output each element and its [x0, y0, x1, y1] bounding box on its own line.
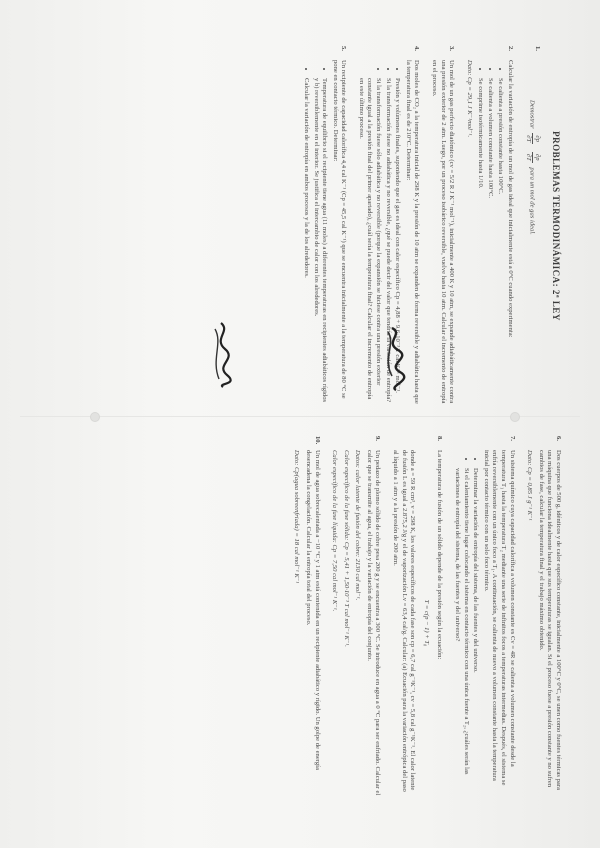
list-item: • Determinar la variación de entropía del sistema, de las fuentes y del universo. [471, 468, 480, 796]
problem-number: 9. [374, 436, 382, 441]
problem-number: 4. [413, 46, 421, 51]
equation [523, 100, 541, 406]
problem-3 [429, 46, 455, 406]
problem-data: Calor específico de la fase sólida: Cp = 5,41 + 1,50·10⁻³ T cal mol⁻¹ K⁻¹. [342, 450, 350, 647]
problem-data: Dato: Cp(agua sobreenfriada) = 18 cal mol⁻¹ K⁻¹ [293, 450, 301, 584]
list-item: • Temperatura de equilibrio si el recipiente tiene agua (11 moles) a diferentes temperaturas en recipientes adiabáticos rígidos y b) reversiblemente en el interior. Se justifica el intercambio de calor con los alrededores. [311, 78, 328, 406]
page-fold [20, 416, 580, 417]
rotated-sheet [20, 24, 580, 824]
problem-text: Un mol de agua sobrecalentada a −10 °C y 1 atm está contenida en un recipiente adiabático y rígido. Un golpe de energía desencadena la congelación. Calcular la entropía total del proceso. [304, 450, 321, 770]
list-item: • Si la transformación fuese sólo adiabática y no reversible (porque la expansión se hiciese contra una presión exterior constante igual a la presión final del primer apartado), ¿cuál sería la temperatura final? Calcular el incremento de entropía en este último proceso. [356, 78, 382, 406]
problem-9 [330, 436, 382, 796]
problem-list [301, 60, 328, 406]
fraction [523, 133, 541, 144]
problem-text: Un mol de un gas perfecto diatómico (cv = 5/2 R J K⁻¹ mol⁻¹), inicialmente a 400 K y 10 atm, se expande adiabáticamente contra una presión exterior de 2 atm. Luego, por un proceso isobárico reversible, vuelve hasta 10 atm. Calcular el incremento de entropía en el proceso. [431, 60, 456, 404]
list-item: • Se calienta a volumen constante hasta 100°C. [485, 78, 494, 406]
list-item: • Se comprime isotérmicamente hasta 1/10. [476, 78, 485, 406]
list-item: • Se calienta a presión constante hasta 100°C. [495, 78, 504, 406]
problem-data: Calor específico de la fase líquida: Cp = 7,50 cal mol⁻¹ K⁻¹. [331, 450, 339, 612]
problem-data: Datos: calor latente de fusión del cobre: 2130 cal mol⁻¹. [354, 450, 362, 601]
problem-5 [301, 46, 347, 406]
problem-number: 10. [313, 436, 321, 445]
list-item: • Presión y volúmenes finales, suponiendo que el gas es ideal con calor específico Cp = 4,88 + 9,6·10⁻³ T cal K⁻¹ mol⁻¹. [393, 78, 402, 406]
problem-number: 8. [436, 436, 444, 441]
problem-text: Un sistema químico cuya capacidad calorífica a volumen constante es Cv = 4R se calienta a volumen constante desde la temperatura T₁ hasta la temperatura T₂ mediante una serie de infinitos focos a temperaturas intermedias. Después, el sistema se enfría reversiblemente con un único foco a T₁. A continuación, se calienta de nuevo a volumen constante hasta la temperatura inicial por contacto térmico con un solo foco térmico. [482, 450, 516, 786]
fraction-denominator: ∂T [524, 153, 532, 161]
problem-text: Demostrar [528, 100, 536, 129]
problem-text: Un recipiente de capacidad calorífica 4,4 cal K⁻¹ (Cp = 45,5 cal K⁻¹) que se encuentra inicialmente a la temperatura de 80 °C se pone en contacto térmico. Determinar: [331, 60, 348, 399]
fraction-numerator: ∂p [532, 152, 542, 163]
problem-10 [292, 436, 321, 796]
problem-text: Dos moles de CO₂ a la temperatura inicial de 298 K y la presión de 10 atm se expanden de forma reversible y adiabática hasta que la temperatura final es de 210°C. Determinar: [404, 60, 421, 404]
equation: T = c(p − 1) + T₀ [422, 599, 430, 647]
fraction-numerator: ∂p [532, 133, 542, 144]
fraction-denominator: ∂T [524, 135, 532, 143]
problem-data: Dato: Cp = 0,85 J g⁻¹ K⁻¹ [526, 450, 534, 521]
fraction [523, 152, 541, 163]
handwritten-scribble [380, 324, 410, 394]
problem-data: Dato: Cp = 29,1 J K⁻¹mol⁻¹. [465, 60, 473, 138]
list-item: • Si la transformación fuese no adiabática y no reversible, ¿qué se puede decir del valor que tendría la variación de entropía? [383, 78, 392, 406]
problem-number: 6. [555, 436, 562, 441]
problem-text: Calcular la variación de entropía de un mol de gas ideal que inicialmente está a 0°C cuando experimenta: [507, 60, 515, 338]
left-column [42, 46, 562, 406]
problem-1 [523, 46, 541, 406]
problem-list [476, 60, 504, 406]
problem-number: 1. [534, 46, 542, 51]
problem-7 [452, 436, 515, 796]
handwritten-scribble [209, 319, 235, 389]
problem-number: 2. [507, 46, 515, 51]
list-item: • Calcular la variación de entropía en ambos procesos y la de los alrededores. [301, 78, 310, 406]
problem-8 [391, 436, 444, 796]
problem-text: donde a = 59 R cm³, v = 298 K, los valores específicos de cada fase son cp = 6,7 cal g⁻¹K⁻¹, cv = 5,8 cal g⁻¹K⁻¹. El calor latente de fusión L es igual a 2.875,2 J/g y el de vaporización Lv = 63,4 cal/g. Calcular: (a) Ecuación para la variación entrópica del paso al líquido a 1 atm y a la presión de 200 atm. [392, 450, 417, 792]
problem-list [452, 450, 479, 796]
list-item: • Si el calentamiento tiene lugar colocando el sistema en contacto térmico con una única fuente a T₂, ¿cuáles serán las variaciones de entropía del sistema, de las fuentes y del universo? [452, 468, 469, 796]
problem-text: La temperatura de fusión de un sólido depende de la presión según la ecuación: [436, 450, 444, 660]
problem-text: Un pedazo de plomo sólido de cobre pesa 200 g y se encuentra a 300 °C. Se introduce en agua a 0 °C para ser enfriado. Calcular el calor que se transmite al agua, el trabajo y la variación de entropía del conjunto. [365, 450, 382, 796]
problem-text: para un mol de gas ideal. [528, 167, 536, 235]
problem-number: 7. [508, 436, 516, 441]
page-title: PROBLEMAS TERMODINÁMICA: 2ª LEY [551, 131, 561, 321]
problem-6 [525, 436, 562, 796]
problem-2 [464, 46, 514, 406]
problem-number: 5. [340, 46, 348, 51]
hole-punch-mark [510, 412, 520, 422]
problem-number: 3. [448, 46, 456, 51]
problem-text: Dos cuerpos de 500 g, idénticos y de calor específico constante, inicialmente a 100°C y 0°C, se unen como fuentes térmicas para una máquina que funciona idealmente hasta que sus temperaturas se igualan. Si el proceso fuese a presión constante y no sufren cambios de fase, calcular la temperatura final y el trabajo máximo obtenido. [537, 450, 562, 790]
hole-punch-mark [90, 412, 100, 422]
right-column [42, 436, 562, 796]
